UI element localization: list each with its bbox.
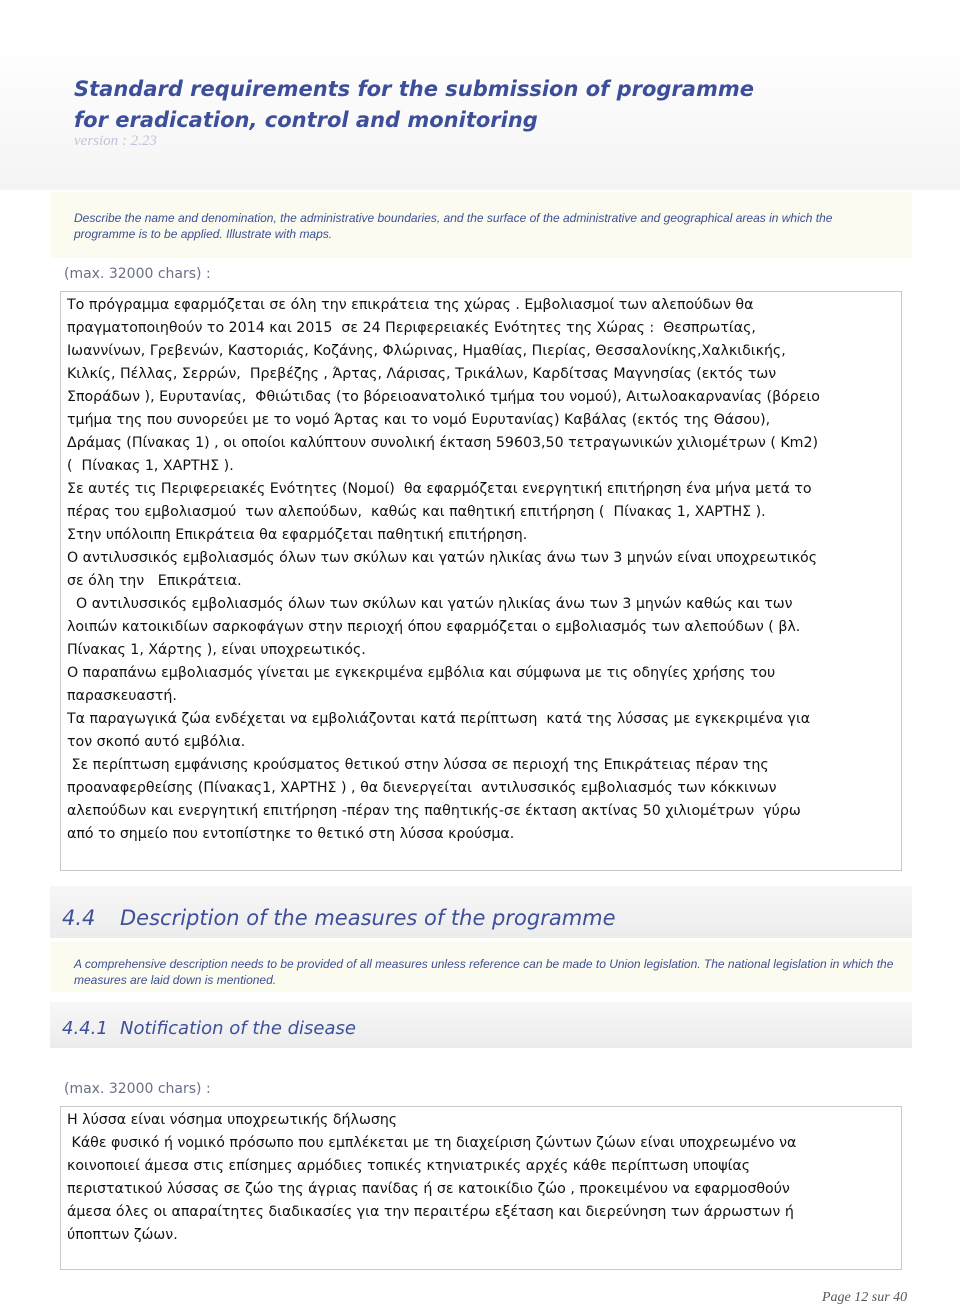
section-4-4-1-title: Notification of the disease — [120, 1018, 356, 1039]
area-text-line: Ο αντιλυσσικός εμβολιασμός όλων των σκύλων και γατών ηλικίας άνω των 3 μηνών είναι υποχρεωτικός — [67, 550, 818, 566]
area-text-line: Ο παραπάνω εμβολιασμός γίνεται με εγκεκριμένα εμβόλια και σύμφωνα με τις οδηγίες χρήσης του — [67, 665, 776, 681]
area-text-line: Πίνακας 1, Χάρτης ), είναι υποχρεωτικός. — [67, 642, 366, 658]
area-text-line: Σε περίπτωση εμφάνισης κρούσματος θετικού στην λύσσα σε περιοχή της Επικράτειας πέραν της — [67, 757, 769, 773]
document-version: version : 2.23 — [74, 133, 157, 149]
area-text-line: λοιπών κατοικιδίων σαρκοφάγων στην περιοχή όπου εφαρμόζεται ο εμβολιασμός των αλεπούδων ( βλ. — [67, 619, 801, 635]
area-text-line: Ο αντιλυσσικός εμβολιασμός όλων των σκύλων και γατών ηλικίας άνω των 3 μηνών καθώς και των — [67, 596, 793, 612]
area-text-line: Ιωαννίνων, Γρεβενών, Καστοριάς, Κοζάνης, Φλώρινας, Ημαθίας, Πιερίας, Θεσσαλονίκης,Χαλκιδικής, — [67, 343, 786, 359]
area-text-line: Κιλκίς, Πέλλας, Σερρών, Πρεβέζης , Άρτας, Λάρισας, Τρικάλων, Καρδίτσας Μαγνησίας (εκτός των — [67, 366, 777, 382]
area-text-line: Σποράδων ), Ευρυτανίας, Φθιώτιδας (το βόρειοανατολικό τμήμα του νομού), Αιτωλοακαρνανίας (βόρειο — [67, 389, 820, 405]
section-4-4-1-number: 4.4.1 — [62, 1018, 108, 1039]
area-text-line: πέρας του εμβολιασμού των αλεπούδων, καθώς και παθητική επιτήρηση ( Πίνακας 1, ΧΑΡΤΗΣ ). — [67, 504, 766, 520]
area-text-line: Τα παραγωγικά ζώα ενδέχεται να εμβολιάζονται κατά περίπτωση κατά της λύσσας με εγκεκριμένα για — [67, 711, 811, 727]
area-char-limit-label: (max. 32000 chars) : — [64, 266, 211, 282]
notification-char-limit-label: (max. 32000 chars) : — [64, 1081, 211, 1097]
notification-text-line: Κάθε φυσικό ή νομικό πρόσωπο που εμπλέκεται με τη διαχείριση ζώντων ζώων είναι υποχρεωμένο να — [67, 1135, 797, 1151]
document-title-line-2: for eradication, control and monitoring — [74, 108, 538, 132]
area-text-line: σε όλη την Επικράτεια. — [67, 573, 242, 589]
notification-text-line: κοινοποιεί άμεσα στις επίσημες αρμόδιες τοπικές κτηνιατρικές αρχές κάθε περίπτωση υποψίας — [67, 1158, 751, 1174]
area-text-line: τμήμα της που συνορεύει με το νομό Άρτας και το νομό Ευρυτανίας) Καβάλας (εκτός της Θάσου), — [67, 412, 771, 428]
area-description-textarea[interactable] — [60, 291, 902, 871]
area-text-line: τον σκοπό αυτό εμβόλια. — [67, 734, 246, 750]
page-number: Page 12 sur 40 — [822, 1290, 908, 1305]
area-instruction-text: Describe the name and denomination, the administrative boundaries, and the surface of the administrative and geographical areas in which the programme is to be applied. Illustrate with maps. — [74, 211, 833, 241]
area-text-line: πραγματοποιηθούν το 2014 και 2015 σε 24 Περιφερειακές Ενότητες της Χώρας : Θεσπρωτίας, — [67, 320, 756, 336]
section-4-4-number: 4.4 — [62, 906, 96, 930]
notification-text-line: Η λύσσα είναι νόσημα υποχρεωτικής δήλωσης — [67, 1112, 398, 1128]
area-text-line: παρασκευαστή. — [67, 688, 177, 704]
area-text-line: προαναφερθείσης (Πίνακας1, ΧΑΡΤΗΣ ) , θα διενεργείται αντιλυσσικός εμβολιασμός των κόκκινων — [67, 780, 777, 796]
area-text-line: Δράμας (Πίνακας 1) , οι οποίοι καλύπτουν συνολική έκταση 59603,50 τετραγωνικών χιλιομέτρων ( Km2) — [67, 435, 819, 451]
area-text-line: Σε αυτές τις Περιφερειακές Ενότητες (Νομοί) θα εφαρμόζεται ενεργητική επιτήρηση ένα μήνα μετά το — [67, 481, 812, 497]
notification-textarea[interactable] — [60, 1106, 902, 1270]
document-title — [74, 74, 834, 136]
area-text-line: ( Πίνακας 1, ΧΑΡΤΗΣ ). — [67, 458, 234, 474]
area-text-line: Το πρόγραμμα εφαρμόζεται σε όλη την επικράτεια της χώρας . Εμβολιασμοί των αλεπούδων θα — [67, 297, 754, 313]
area-text-line: Στην υπόλοιπη Επικράτεια θα εφαρμόζεται παθητική επιτήρηση. — [67, 527, 528, 543]
notification-text-line: άμεσα όλες οι απαραίτητες διαδικασίες για την περαιτέρω εξέταση και διερεύνηση των άρρωστων ή — [67, 1204, 794, 1220]
notification-text-line: ύποπτων ζώων. — [67, 1227, 178, 1243]
document-title-line-1: Standard requirements for the submission of programme — [74, 77, 754, 101]
area-text-line: αλεπούδων και ενεργητική επιτήρηση -πέραν της παθητικής-σε έκταση ακτίνας 50 χιλιομέτρων γύρω — [67, 803, 801, 819]
section-4-4-title: Description of the measures of the programme — [120, 906, 616, 930]
section-4-4-header — [50, 886, 912, 938]
area-text-line: από το σημείο που εντοπίστηκε το θετικό στη λύσσα κρούσμα. — [67, 826, 515, 842]
section-4-4-1-header — [50, 1002, 912, 1048]
notification-text-line: περιστατικού λύσσας σε ζώο της άγριας πανίδας ή σε κατοικίδιο ζώο , προκειμένου να εφαρμοσθούν — [67, 1181, 790, 1197]
section-4-4-instruction-text: A comprehensive description needs to be provided of all measures unless reference can be made to Union legislation. The national legislation in which the measures are laid down is mentioned. — [74, 957, 894, 987]
